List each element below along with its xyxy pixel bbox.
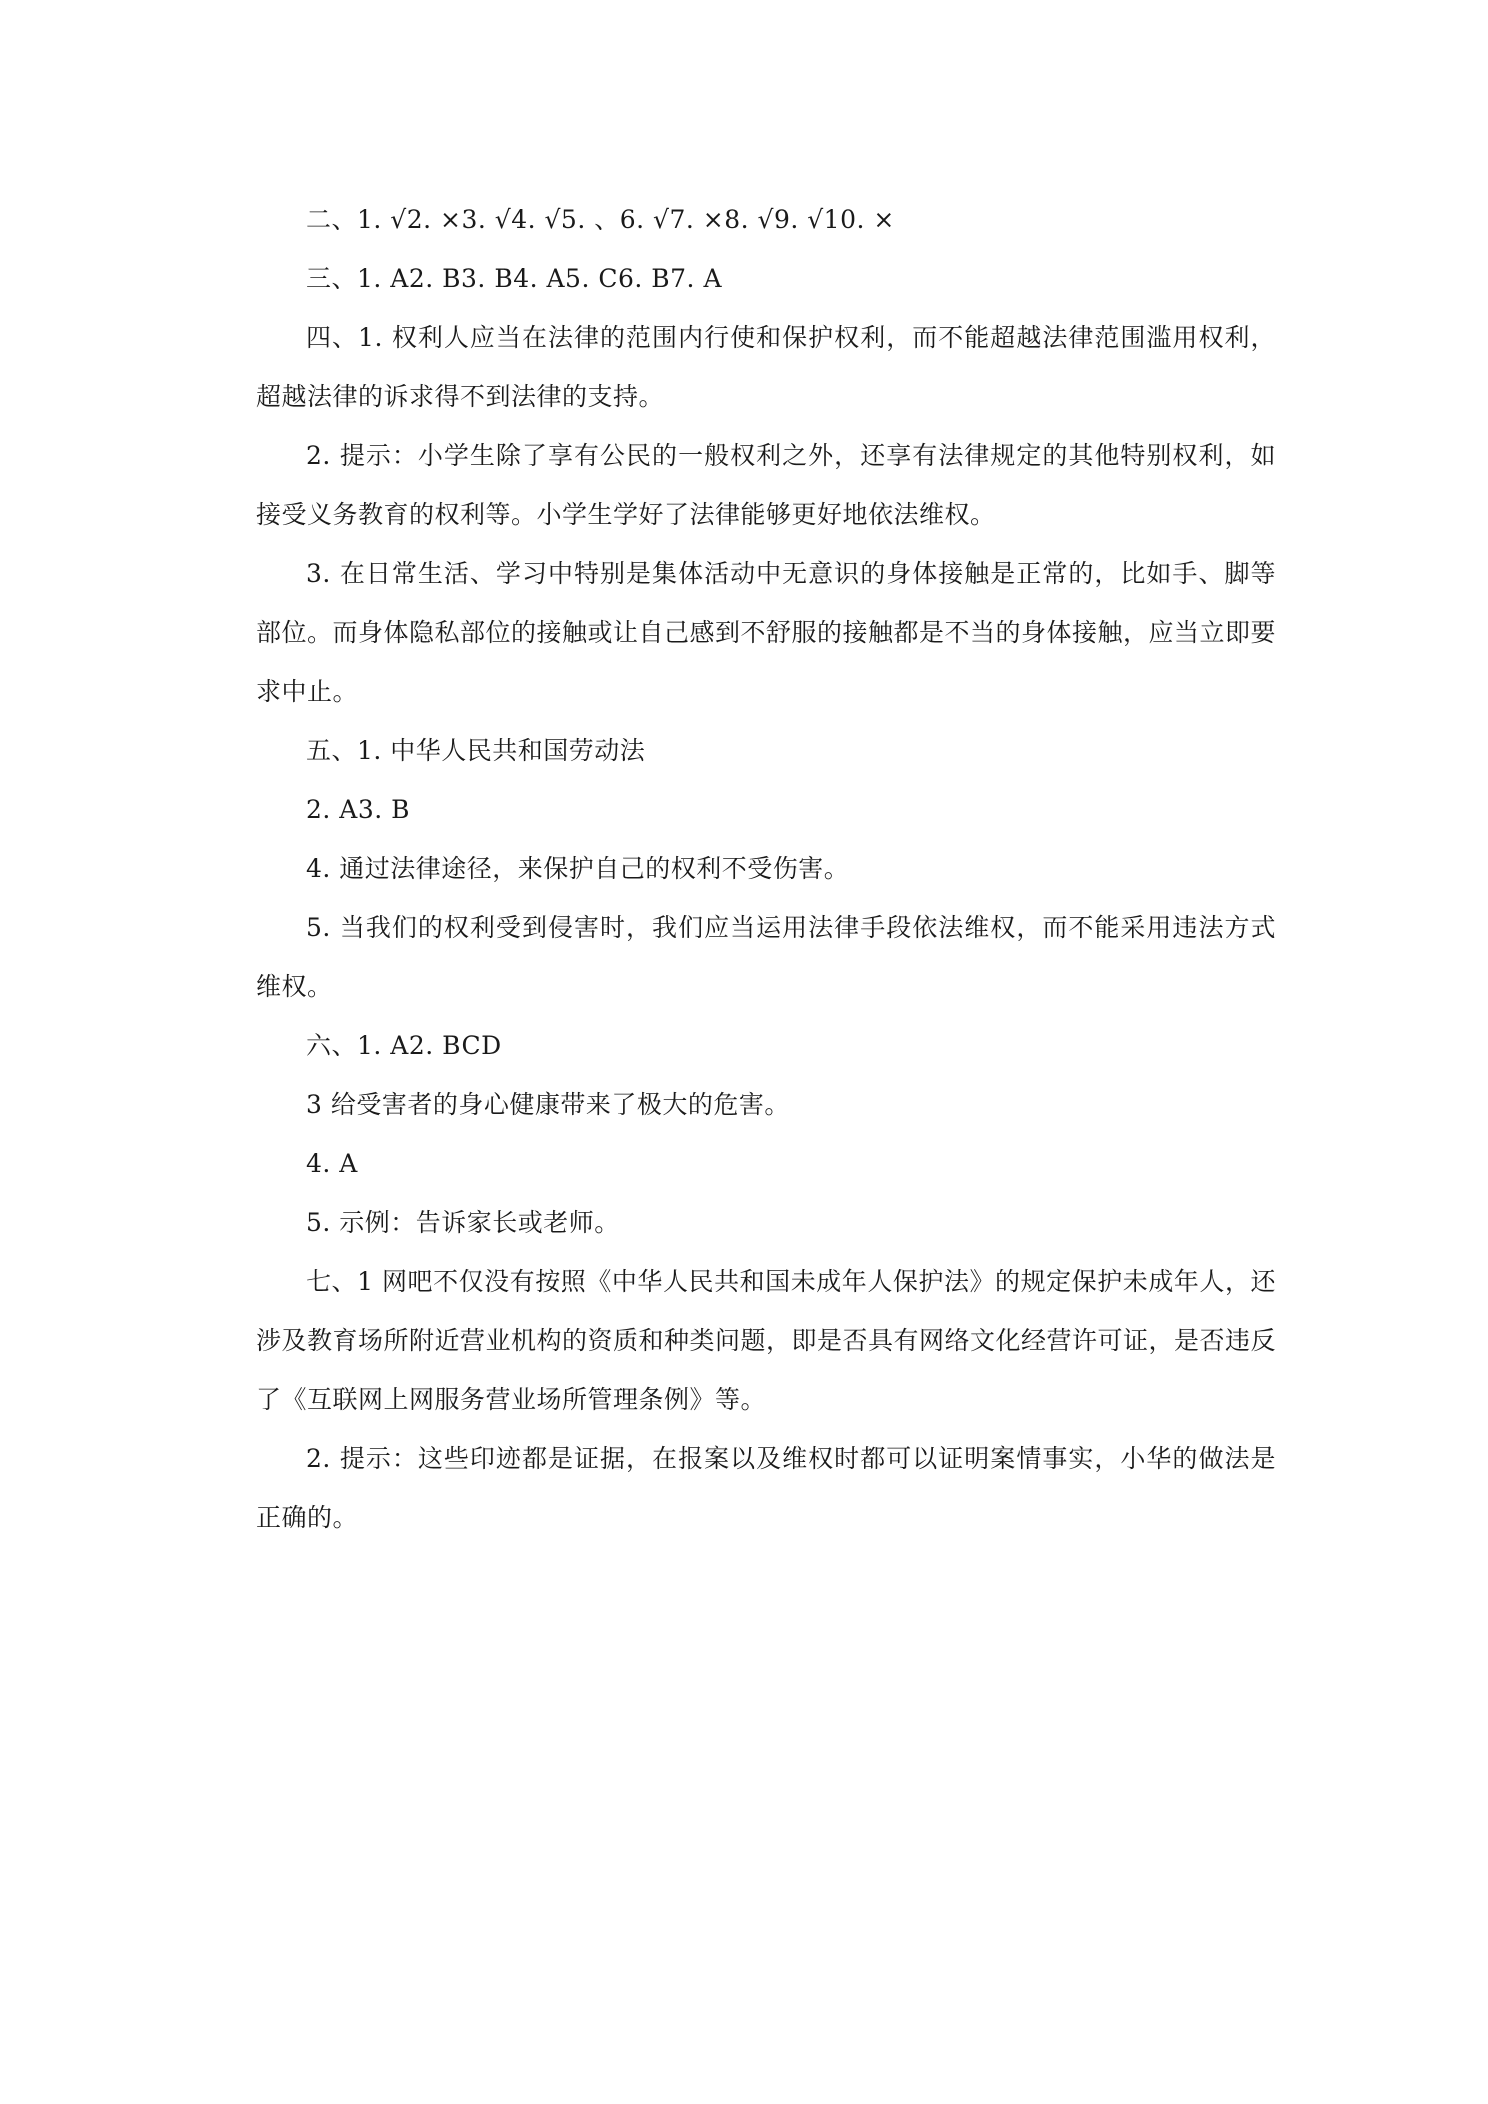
answer-content <box>256 190 1276 1547</box>
paragraph-section-2: 二、1. √2. ×3. √4. √5. 、6. √7. ×8. √9. √10. × <box>306 205 895 234</box>
paragraph-section-5-q2: 2. A3. B <box>306 795 411 824</box>
paragraph-section-6-q3: 3 给受害者的身心健康带来了极大的危害。 <box>306 1090 790 1119</box>
paragraph-section-5-q5: 5. 当我们的权利受到侵害时，我们应当运用法律手段依法维权，而不能采用违法方式维权。 <box>256 913 1276 1001</box>
paragraph-section-6-q1: 六、1. A2. BCD <box>306 1031 502 1060</box>
paragraph-section-4-q1: 四、1. 权利人应当在法律的范围内行使和保护权利，而不能超越法律范围滥用权利，超越法律的诉求得不到法律的支持。 <box>256 323 1276 411</box>
paragraph-section-5-q4: 4. 通过法律途径，来保护自己的权利不受伤害。 <box>306 854 850 883</box>
paragraph-section-6-q5: 5. 示例：告诉家长或老师。 <box>306 1208 620 1237</box>
paragraph-section-4-q2: 2. 提示：小学生除了享有公民的一般权利之外，还享有法律规定的其他特别权利，如接受义务教育的权利等。小学生学好了法律能够更好地依法维权。 <box>256 441 1276 529</box>
paragraph-section-7-q1: 七、1 网吧不仅没有按照《中华人民共和国未成年人保护法》的规定保护未成年人，还涉及教育场所附近营业机构的资质和种类问题，即是否具有网络文化经营许可证，是否违反了《互联网上网服务营业场所管理条例》等。 <box>256 1267 1277 1414</box>
paragraph-section-3: 三、1. A2. B3. B4. A5. C6. B7. A <box>306 264 723 293</box>
paragraph-section-6-q4: 4. A <box>306 1149 358 1178</box>
paragraph-section-7-q2: 2. 提示：这些印迹都是证据，在报案以及维权时都可以证明案情事实，小华的做法是正确的。 <box>256 1444 1276 1532</box>
paragraph-section-5-q1: 五、1. 中华人民共和国劳动法 <box>306 736 646 765</box>
paragraph-section-4-q3: 3. 在日常生活、学习中特别是集体活动中无意识的身体接触是正常的，比如手、脚等部位。而身体隐私部位的接触或让自己感到不舒服的接触都是不当的身体接触，应当立即要求中止。 <box>256 559 1277 706</box>
